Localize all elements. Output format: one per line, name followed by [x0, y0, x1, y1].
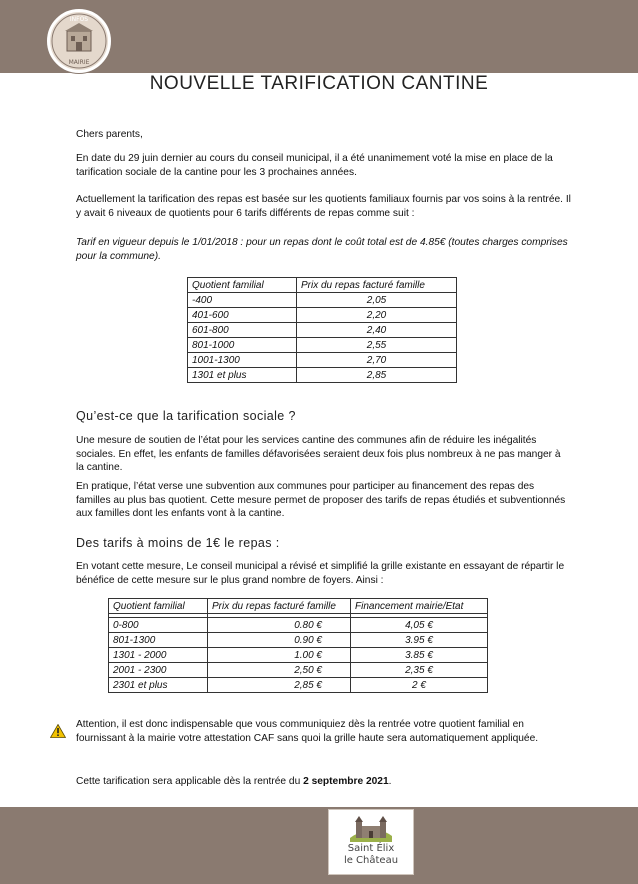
price-cell: 2,55	[297, 338, 457, 353]
mairie-badge-icon	[47, 9, 111, 73]
quotient-cell: 0-800	[109, 618, 208, 633]
price-cell: 2,50 €	[208, 663, 351, 678]
table-header-cell: Prix du repas facturé famille	[297, 278, 457, 293]
price-cell: 2,05	[297, 293, 457, 308]
greeting-text: Chers parents,	[76, 129, 143, 140]
section1-p1-text: Une mesure de soutien de l’état pour les services cantine des communes afin de réduire les inégalités sociales. En effet, les enfants de familles défavorisées seraient deux fois plus nombreux à ne pas manger à la cantine.	[76, 435, 561, 473]
table-row	[188, 308, 457, 323]
funding-cell: 3.85 €	[351, 648, 488, 663]
funding-cell: 2 €	[351, 678, 488, 693]
section1-paragraph-1	[76, 434, 571, 475]
intro-paragraph-3	[76, 236, 571, 263]
quotient-cell: 801-1000	[188, 338, 297, 353]
section2-paragraph-1	[76, 560, 571, 587]
final-paragraph	[76, 775, 571, 789]
price-cell: 2,85	[297, 368, 457, 383]
quotient-cell: -400	[188, 293, 297, 308]
table-row	[109, 648, 488, 663]
section-heading-tarification: Qu’est-ce que la tarification sociale ?	[76, 409, 296, 423]
funding-cell: 4,05 €	[351, 618, 488, 633]
final-suffix: .	[388, 776, 392, 787]
logo-line-2: le Château	[343, 855, 399, 866]
quotient-cell: 1001-1300	[188, 353, 297, 368]
greeting	[76, 128, 571, 142]
table-row	[109, 633, 488, 648]
table-header-cell: Quotient familial	[188, 278, 297, 293]
quotient-cell: 401-600	[188, 308, 297, 323]
table-row	[188, 323, 457, 338]
quotient-cell: 801-1300	[109, 633, 208, 648]
table-row	[109, 663, 488, 678]
quotient-cell: 601-800	[188, 323, 297, 338]
table-header-cell: Quotient familial	[109, 599, 208, 614]
intro-p1-text: En date du 29 juin dernier au cours du conseil municipal, il a été unanimement voté la mise en place de la tarification sociale de la cantine pour les 3 prochaines années.	[76, 153, 553, 178]
price-cell: 2,85 €	[208, 678, 351, 693]
quotient-cell: 2301 et plus	[109, 678, 208, 693]
table-header-row	[109, 599, 488, 614]
quotient-cell: 2001 - 2300	[109, 663, 208, 678]
funding-cell: 3.95 €	[351, 633, 488, 648]
price-cell: 2,20	[297, 308, 457, 323]
table-row	[188, 368, 457, 383]
warning-icon	[50, 724, 66, 738]
page-title: NOUVELLE TARIFICATION CANTINE	[149, 73, 489, 94]
final-prefix: Cette tarification sera applicable dès la rentrée du	[76, 776, 304, 787]
final-text	[76, 775, 571, 789]
intro-p3-text: Tarif en vigueur depuis le 1/01/2018 : pour un repas dont le coût total est de 4.85€ (toutes charges comprises pour la commune).	[76, 237, 568, 262]
table-row	[188, 293, 457, 308]
price-cell: 0.90 €	[208, 633, 351, 648]
section-heading-tarifs: Des tarifs à moins de 1€ le repas :	[76, 536, 280, 550]
quotient-cell: 1301 - 2000	[109, 648, 208, 663]
tarif-table-2018	[187, 277, 457, 383]
table-header-row	[188, 278, 457, 293]
table-header-cell: Financement mairie/Etat	[351, 599, 488, 614]
price-cell: 1.00 €	[208, 648, 351, 663]
intro-p2-text: Actuellement la tarification des repas est basée sur les quotients familiaux fournis par vos soins à la rentrée. Il y avait 6 niveaux de quotients pour 6 tarifs différents de repas comme suit :	[76, 194, 571, 219]
table-row	[188, 353, 457, 368]
badge-bottom-text: MAIRIE	[68, 59, 90, 66]
table-row	[109, 678, 488, 693]
table-row	[188, 338, 457, 353]
price-cell: 2,70	[297, 353, 457, 368]
intro-paragraph-1	[76, 152, 571, 179]
badge-top-text: INFOS	[69, 16, 89, 23]
warning-text: Attention, il est donc indispensable que vous communiquiez dès la rentrée votre quotient familial en fournissant à la mairie votre attestation CAF sans quoi la grille haute sera automatiquement appliquée.	[76, 719, 539, 744]
price-cell: 0.80 €	[208, 618, 351, 633]
tarif-table-2021	[108, 598, 488, 693]
section2-p1-text: En votant cette mesure, Le conseil municipal a révisé et simplifié la grille existante en essayant de répartir le bénéfice de cette mesure sur le plus grand nombre de foyers. Ainsi :	[76, 561, 565, 586]
warning-paragraph	[76, 718, 571, 745]
intro-paragraph-2	[76, 193, 571, 220]
table-row	[109, 618, 488, 633]
price-cell: 2,40	[297, 323, 457, 338]
table-header-cell: Prix du repas facturé famille	[208, 599, 351, 614]
funding-cell: 2,35 €	[351, 663, 488, 678]
footer-logo	[328, 809, 414, 875]
castle-icon	[350, 814, 392, 842]
quotient-cell: 1301 et plus	[188, 368, 297, 383]
final-date: 2 septembre 2021	[303, 776, 389, 787]
logo-line-1: Saint Élix	[347, 843, 395, 854]
section1-paragraph-2	[76, 480, 571, 521]
footer-band	[0, 807, 638, 884]
section1-p2-text: En pratique, l’état verse une subvention aux communes pour participer au financement des repas des familles au plus bas quotient. Cette mesure permet de proposer des tarifs de repas étudiés et subventionnés aux familles dont les enfants vont à la cantine.	[76, 481, 566, 519]
